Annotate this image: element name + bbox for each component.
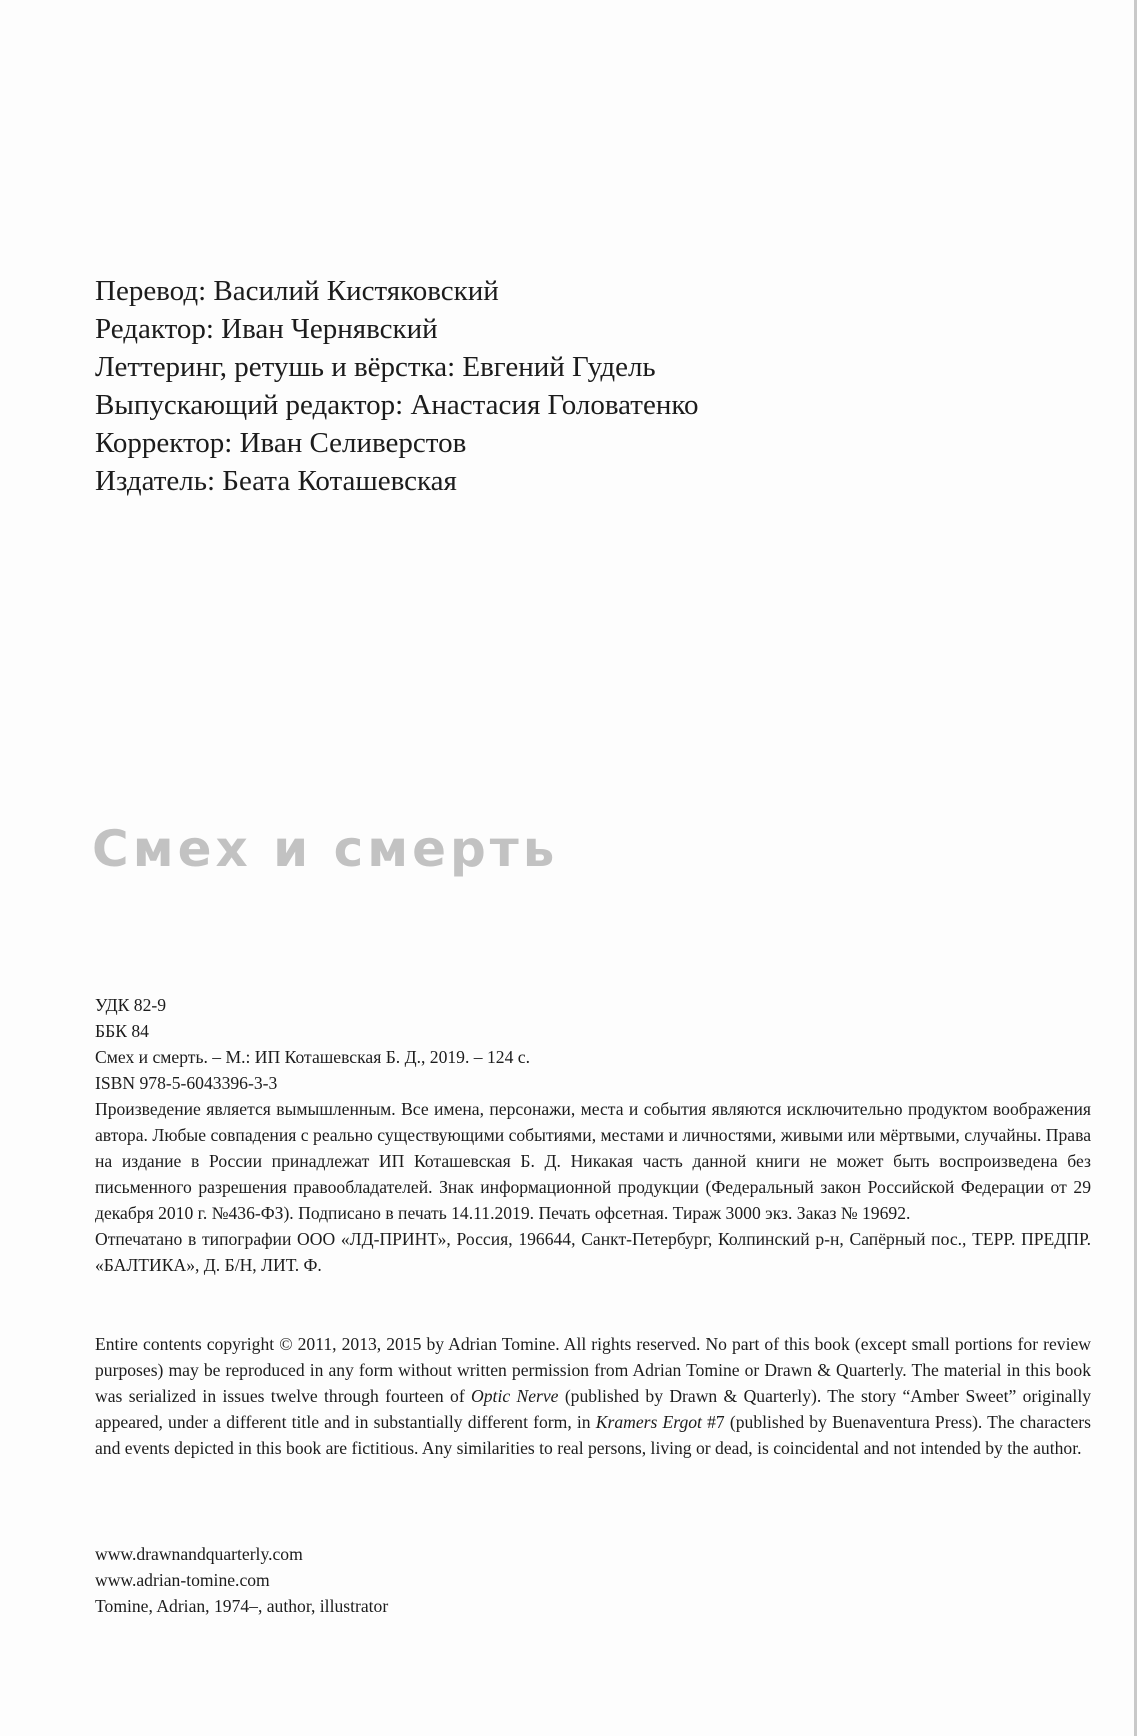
publisher-url: www.drawnandquarterly.com: [95, 1544, 303, 1564]
legal-notice: Произведение является вымышленным. Все имена, персонажи, места и события являются исключительно продуктом воображения автора. Любые совпадения с реально существующими событиями, местами и личностями, живыми или мёртвыми, случайны. Права на издание в России принадлежат ИП Коташевская Б. Д. Никакая часть данной книги не может быть воспроизведена без письменного разрешения правообладателей. Знак информационной продукции (Федеральный закон Российской Федерации от 29 декабря 2010 г. №436-ФЗ). Подписано в печать 14.11.2019. Печать офсетная. Тираж 3000 экз. Заказ № 19692.: [95, 1099, 1091, 1223]
udk-code: УДК 82-9: [95, 995, 167, 1015]
credit-publisher: Издатель: Беата Коташевская: [95, 465, 457, 497]
credit-lettering: Леттеринг, ретушь и вёрстка: Евгений Гудель: [95, 351, 656, 383]
credit-proofreader: Корректор: Иван Селиверстов: [95, 427, 467, 459]
copyright-text-3: #7 (published by Buenaventura Press). The characters and events depicted in this book are fictitious. Any similarities to real persons, living or dead, is coincidental and not intended by the author.: [95, 1412, 1091, 1458]
bbk-code: ББК 84: [95, 1021, 149, 1041]
credit-editor: Редактор: Иван Чернявский: [95, 313, 438, 345]
copyright-text-2: (published by Drawn & Quarterly). The story “Amber Sweet” originally appeared, under a different title and in substantially different form, in: [95, 1386, 1092, 1432]
credit-managing-editor: Выпускающий редактор: Анастасия Головатенко: [95, 389, 699, 421]
copyright-text-1: Entire contents copyright © 2011, 2013, 2015 by Adrian Tomine. All rights reserved. No part of this book (except small portions for review purposes) may be reproduced in any form without written permission from Adrian Tomine or Drawn & Quarterly. The material in this book was serialized in issues twelve through fourteen of: [95, 1334, 1091, 1406]
author-url: www.adrian-tomine.com: [95, 1570, 270, 1590]
bibliographic-citation: Смех и смерть. – М.: ИП Коташевская Б. Д., 2019. – 124 с.: [95, 1047, 530, 1067]
links-block: [95, 1541, 795, 1619]
title-kramers-ergot: Kramers Ergot: [595, 1412, 702, 1432]
isbn: ISBN 978-5-6043396-3-3: [95, 1073, 278, 1093]
copyright-notice: [95, 1331, 1091, 1461]
book-title: Смех и смерть: [92, 820, 559, 878]
credits-block: [95, 272, 995, 500]
credit-translator: Перевод: Василий Кистяковский: [95, 275, 499, 307]
printer-info: Отпечатано в типографии ООО «ЛД-ПРИНТ», Россия, 196644, Санкт-Петербург, Колпинский р-н, Сапёрный пос., ТЕРР. ПРЕДПР. «БАЛТИКА», Д. Б/Н, ЛИТ. Ф.: [95, 1229, 1091, 1275]
author-record: Tomine, Adrian, 1974–, author, illustrator: [95, 1596, 389, 1616]
imprint-block: [95, 992, 1091, 1278]
title-optic-nerve: Optic Nerve: [471, 1386, 559, 1406]
